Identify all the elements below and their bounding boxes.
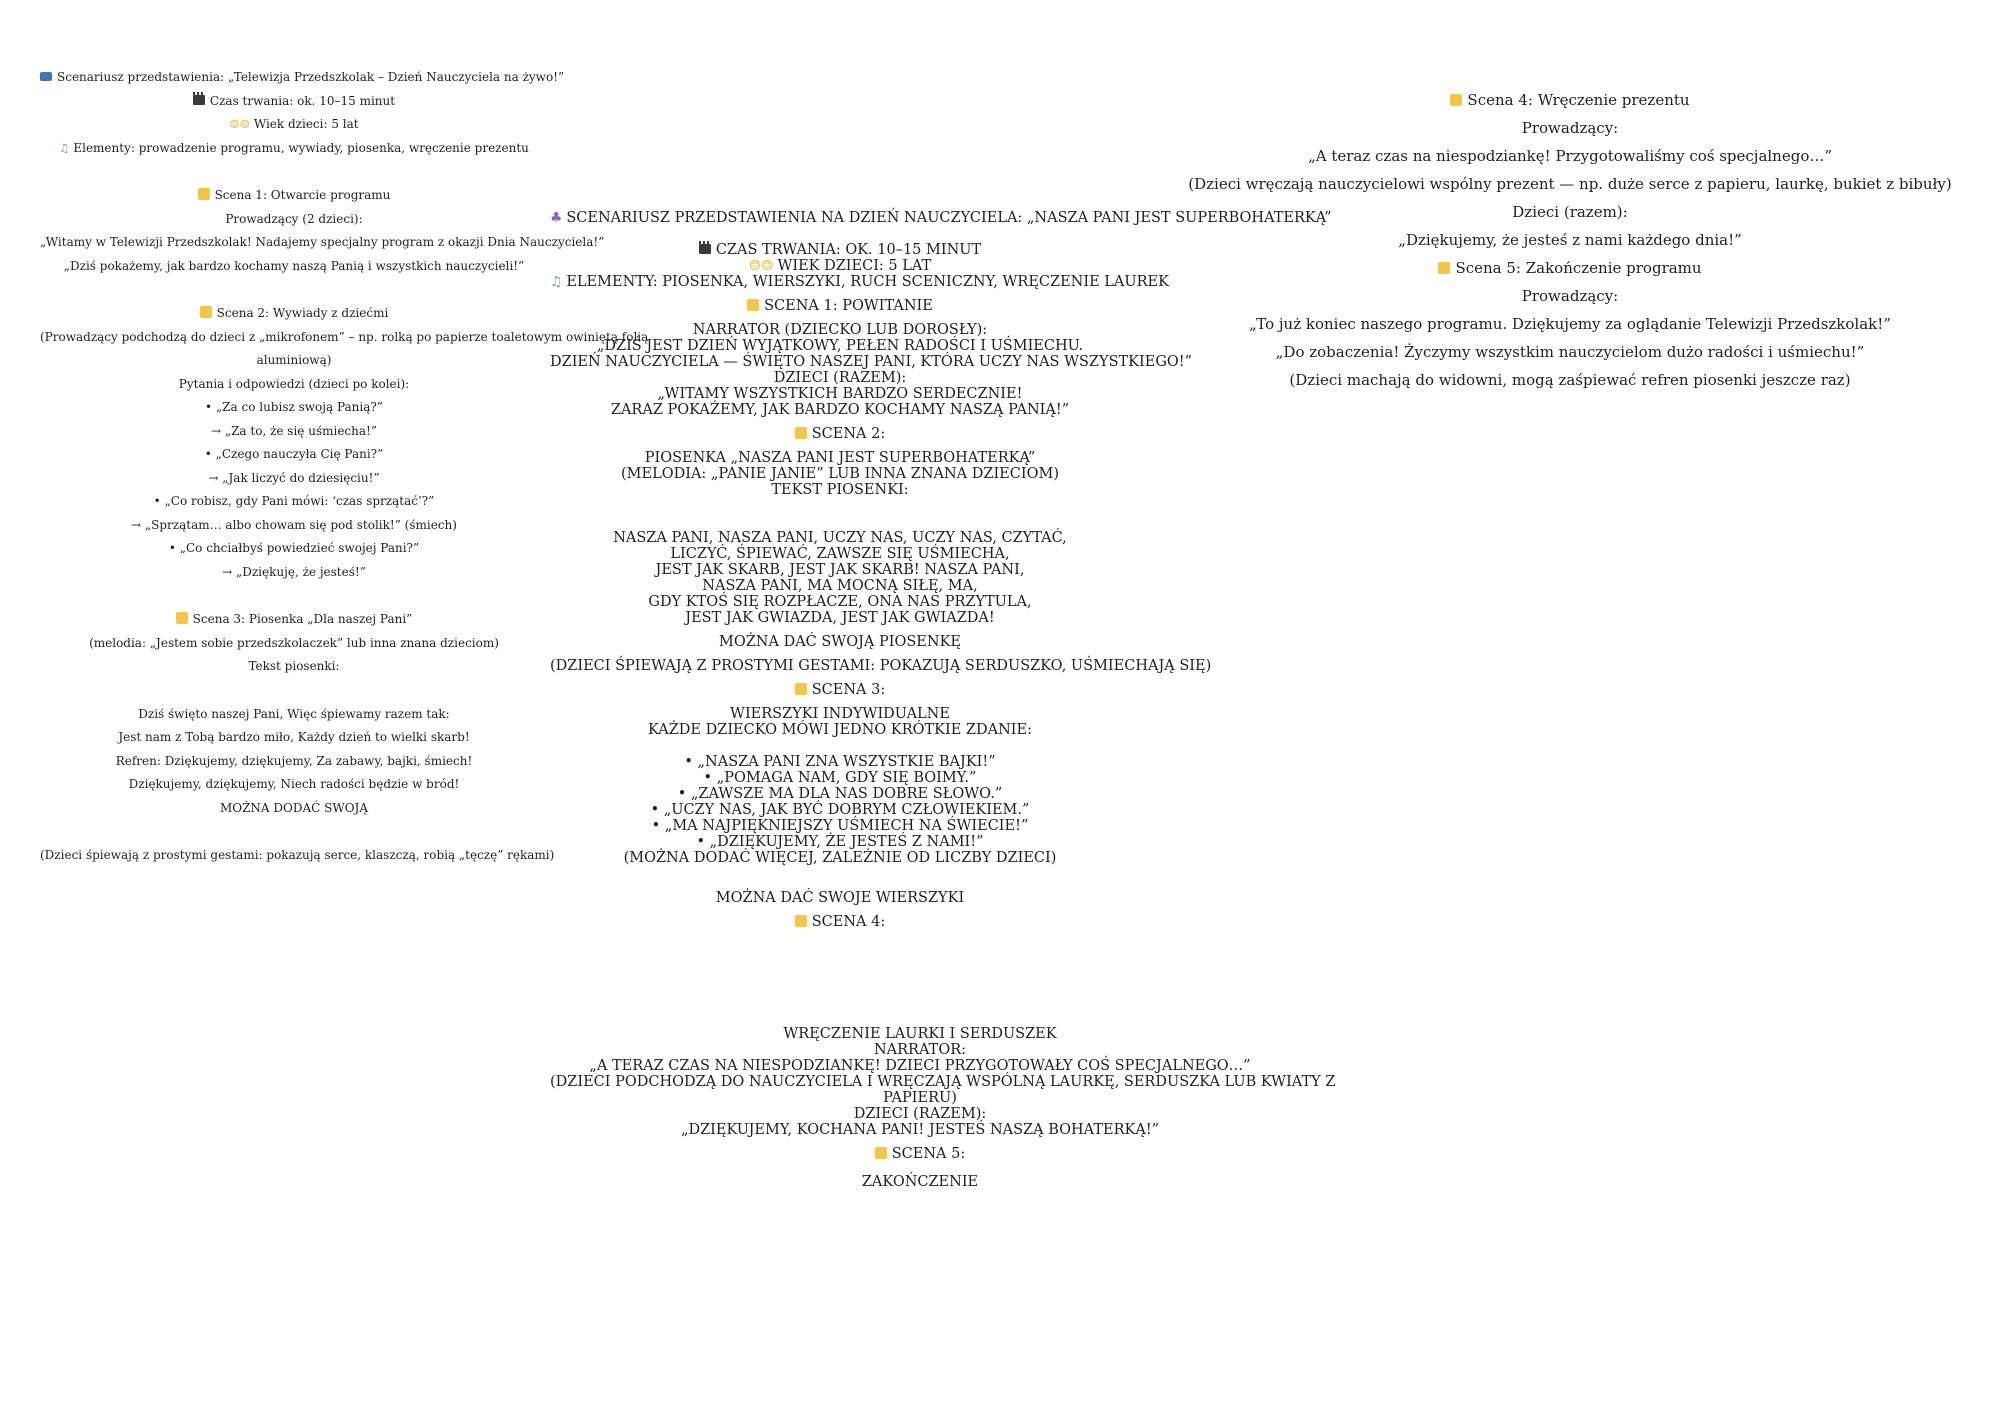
scene-3-label: Tekst piosenki: [248,659,340,673]
song-verse: Jest nam z Tobą bardzo miło, Każdy dzień to wielki skarb! [118,730,470,744]
mid-poem-item: • „UCZY NAS, JAK BYĆ DOBRYM CZŁOWIEKIEM.” [650,802,1030,818]
mid-poems-title: WIERSZYKI INDYWIDUALNE [730,706,950,722]
music-note-icon: ♫ [550,274,563,290]
interview-question: • „Za co lubisz swoją Panią?” [205,400,383,414]
yellow-square-icon [795,683,807,695]
interview-question: • „Co robisz, gdy Pani mówi: ‘czas sprzątać’?” [153,494,435,508]
mid-line: „WITAMY WSZYSTKICH BARDZO SERDECZNIE! [657,386,1023,402]
mid-gift-title: WRĘCZENIE LAURKI I SERDUSZEK [783,1026,1057,1042]
interview-question: • „Co chciałbyś powiedzieć swojej Pani?” [168,541,420,555]
mid-own-song: MOŻNA DAĆ SWOJĄ PIOSENKĘ [719,634,961,650]
mid-song-verse: JEST JAK SKARB, JEST JAK SKARB! NASZA PANI, [655,562,1025,578]
interview-answer: → „Jak liczyć do dziesięciu!” [208,470,380,485]
mid-scene-4-heading: SCENA 4: [550,914,1130,930]
music-note-icon: ♫ [59,140,70,155]
right-host: Prowadzący: [1521,287,1619,305]
mid-poems-sub: KAŻDE DZIECKO MÓWI JEDNO KRÓTKIE ZDANIE: [648,722,1032,738]
mid-poem-item: • „ZAWSZE MA DLA NAS DOBRE SŁOWO.” [677,786,1003,802]
right-host: Prowadzący: [1521,119,1619,137]
scene-3-heading: Scena 3: Piosenka „Dla naszej Pani” [40,608,548,632]
clapperboard-icon [699,244,711,254]
mid-scene-5-title: ZAKOŃCZENIE [861,1174,979,1190]
mid-elements-line: ♫ ELEMENTY: PIOSENKA, WIERSZYKI, RUCH SCENICZNY, WRĘCZENIE LAUREK [550,274,1169,290]
mid-poems-more: (MOŻNA DODAĆ WIĘCEJ, ZALEŻNIE OD LICZBY DZIECI) [623,850,1057,866]
yellow-square-icon [1450,94,1462,106]
mid-line: „DZIŚ JEST DZIEŃ WYJĄTKOWY, PEŁEN RADOŚCI I UŚMIECHU. [596,338,1084,354]
mid-kids: DZIECI (RAZEM): [853,1106,987,1122]
scene-1-line: „Dziś pokażemy, jak bardzo kochamy naszą Panią i wszystkich nauczycieli!” [63,258,525,273]
mid-own-poems: MOŻNA DAĆ SWOJE WIERSZYKI [715,890,965,906]
song-verse: Refren: Dziękujemy, dziękujemy, Za zabawy, bajki, śmiech! [115,753,473,768]
mid-poem-item: • „MA NAJPIĘKNIEJSZY UŚMIECH NA ŚWIECIE!” [651,818,1029,834]
interview-answer: → „Dziękuję, że jesteś!” [222,564,366,579]
yellow-square-icon [795,915,807,927]
song-verse: Dziękujemy, dziękujemy, Niech radości będzie w bród! [128,777,460,791]
children-faces-icon: ☺☺ [229,117,250,131]
yellow-square-icon [198,188,210,200]
yellow-square-icon [795,427,807,439]
mid-line: „DZIĘKUJEMY, KOCHANA PANI! JESTEŚ NASZĄ BOHATERKĄ!” [680,1122,1160,1138]
mid-song-verse: NASZA PANI, NASZA PANI, UCZY NAS, UCZY NAS, CZYTAĆ, [613,530,1067,546]
mid-duration-line: CZAS TRWANIA: OK. 10–15 MINUT [550,242,1130,258]
right-scene-4-heading: Scena 4: Wręczenie prezentu [1140,86,2000,114]
script-column-right [1140,86,2000,406]
yellow-square-icon [200,306,212,318]
mid-title-line: ♣ SCENARIUSZ PRZEDSTAWIENIA NA DZIEŃ NAUCZYCIELA: „NASZA PANI JEST SUPERBOHATERKĄ” [550,210,1332,226]
tv-icon [40,72,52,81]
right-line: (Dzieci machają do widowni, mogą zaśpiewać refren piosenki jeszcze raz) [1289,371,1851,389]
interview-answer: → „Sprzątam… albo chowam się pod stolik!” (śmiech) [131,517,457,532]
mid-scene-5-heading: SCENA 5: [550,1138,1290,1170]
script-column-left [40,66,649,896]
scene-2-note: aluminiową) [256,353,332,367]
mid-scene-2-heading: SCENA 2: [550,418,1130,450]
left-elements-line: ♫ Elementy: prowadzenie programu, wywiady, piosenka, wręczenie prezentu [40,137,548,161]
song-verse: MOŻNA DODAĆ SWOJĄ [219,800,369,815]
right-line: (Dzieci wręczają nauczycielowi wspólny prezent — np. duże serce z papieru, laurkę, bukiet z bibuły) [1188,175,1952,193]
song-verse: Dziś święto naszej Pani, Więc śpiewamy razem tak: [138,706,450,721]
mid-age-line: ☺☺ WIEK DZIECI: 5 LAT [748,258,932,274]
mid-song-verse: NASZA PANI, MA MOCNĄ SIŁĘ, MA, [702,578,978,594]
mid-poem-item: • „DZIĘKUJEMY, ŻE JESTEŚ Z NAMI!” [696,834,984,850]
interview-question: • „Czego nauczyła Cię Pani?” [204,447,384,461]
left-age-line: ☺☺ Wiek dzieci: 5 lat [40,113,548,137]
mid-narrator: NARRATOR: [873,1042,967,1058]
children-faces-icon: ☺☺ [748,258,774,274]
interview-answer: → „Za to, że się uśmiecha!” [211,423,377,438]
mid-poem-item: • „NASZA PANI ZNA WSZYSTKIE BAJKI!” [684,754,996,770]
mid-song-title: PIOSENKA „NASZA PANI JEST SUPERBOHATERKĄ” [644,450,1036,466]
mid-line: ZARAZ POKAŻEMY, JAK BARDZO KOCHAMY NASZĄ PANIĄ!” [610,402,1070,418]
right-line: „Do zobaczenia! Życzymy wszystkim nauczycielom dużo radości i uśmiechu!” [1275,343,1865,361]
scene-2-note: (Prowadzący podchodzą do dzieci z „mikrofonem” – np. rolką po papierze toaletowym owiniętą folią [40,329,649,344]
right-line: „A teraz czas na niespodziankę! Przygotowaliśmy coś specjalnego…” [1307,147,1833,165]
clapperboard-icon [193,95,205,105]
scene-2-heading: Scena 2: Wywiady z dziećmi [40,302,548,326]
scene-3-gestures: (Dzieci śpiewają z prostymi gestami: pokazują serce, klaszczą, robią „tęczę” rękami) [40,848,555,862]
scene-1-line: „Witamy w Telewizji Przedszkolak! Nadajemy specjalny program z okazji Dnia Nauczyciela!” [40,235,605,249]
mid-song-verse: GDY KTOŚ SIĘ ROZPŁACZE, ONA NAS PRZYTULA, [648,594,1032,610]
mid-song-verse: LICZYĆ, ŚPIEWAĆ, ZAWSZE SIĘ UŚMIECHA, [670,546,1010,562]
mid-song-melody: (MELODIA: „PANIE JANIE” LUB INNA ZNANA DZIECIOM) [621,466,1059,482]
yellow-square-icon [875,1147,887,1159]
right-scene-5-heading: Scena 5: Zakończenie programu [1140,254,2000,282]
right-line: „Dziękujemy, że jesteś z nami każdego dnia!” [1398,231,1742,249]
theater-masks-icon: ♣ [550,210,563,226]
yellow-square-icon [747,299,759,311]
left-title-line: Scenariusz przedstawienia: „Telewizja Przedszkolak – Dzień Nauczyciela na żywo!” [40,66,548,90]
yellow-square-icon [176,612,188,624]
mid-line: (DZIECI PODCHODZĄ DO NAUCZYCIELA I WRĘCZAJĄ WSPÓLNĄ LAURKĘ, SERDUSZKA LUB KWIATY Z [550,1074,1336,1090]
mid-line: PAPIERU) [883,1090,957,1106]
mid-line: DZIEŃ NAUCZYCIELA — ŚWIĘTO NASZEJ PANI, KTÓRA UCZY NAS WSZYSTKIEGO!” [550,354,1193,370]
scene-2-intro: Pytania i odpowiedzi (dzieci po kolei): [178,376,410,391]
mid-song-gestures: (DZIECI ŚPIEWAJĄ Z PROSTYMI GESTAMI: POKAZUJĄ SERDUSZKO, UŚMIECHAJĄ SIĘ) [550,658,1212,674]
left-duration-line: Czas trwania: ok. 10–15 minut [40,90,548,114]
scene-3-melody: (melodia: „Jestem sobie przedszkolaczek” lub inna znana dzieciom) [89,635,499,650]
mid-scene-3-heading: SCENA 3: [550,674,1130,706]
scene-1-heading: Scena 1: Otwarcie programu [40,184,548,208]
right-kids: Dzieci (razem): [1512,203,1628,221]
mid-song-label: TEKST PIOSENKI: [771,482,909,498]
mid-kids: DZIECI (RAZEM): [773,370,907,386]
mid-narrator: NARRATOR (DZIECKO LUB DOROSŁY): [692,322,988,338]
mid-scene-1-heading: SCENA 1: POWITANIE [550,290,1130,322]
yellow-square-icon [1438,262,1450,274]
right-line: „To już koniec naszego programu. Dziękujemy za oglądanie Telewizji Przedszkolak!” [1249,315,1891,333]
scene-1-speaker: Prowadzący (2 dzieci): [225,211,363,226]
mid-song-verse: JEST JAK GWIAZDA, JEST JAK GWIAZDA! [685,610,995,626]
mid-poem-item: • „POMAGA NAM, GDY SIĘ BOIMY.” [703,770,977,786]
script-column-middle-lower [550,1026,1336,1202]
mid-line: „A TERAZ CZAS NA NIESPODZIANKĘ! DZIECI PRZYGOTOWAŁY COŚ SPECJALNEGO…” [589,1058,1251,1074]
